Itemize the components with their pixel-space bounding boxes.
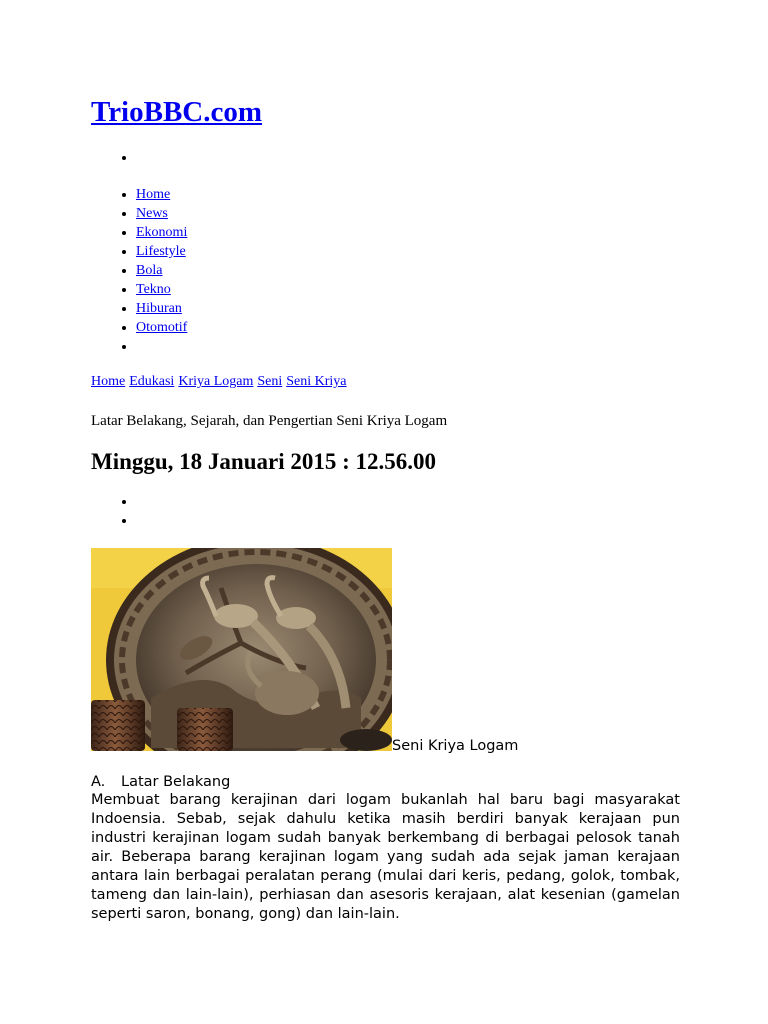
nav-link-bola[interactable]: Bola	[136, 263, 163, 278]
nav-item-tekno	[136, 280, 187, 299]
breadcrumb-seni[interactable]: Seni	[257, 374, 283, 389]
nav-item-bola	[136, 261, 187, 280]
breadcrumb-home[interactable]: Home	[91, 374, 126, 389]
article-headline: Latar Belakang, Sejarah, dan Pengertian Seni Kriya Logam	[91, 413, 448, 429]
breadcrumb	[91, 373, 351, 391]
nav-link-home[interactable]: Home	[136, 187, 171, 202]
section-body: Membuat barang kerajinan dari logam bukanlah hal baru bagi masyarakat Indoensia. Sebab, sejak dahulu ketika masih berdiri banyak kerajaan pun industri kerajinan logam sudah banyak berkembang di berbagai pelosok tanah air. Beberapa barang kerajinan logam yang sudah ada sejak jaman kerajaan antara lain berbagai peralatan perang (mulai dari keris, pedang, golok, tombak, tameng dan lain-lain), perhiasan dan asesoris kerajaan, alat kesenian (gamelan seperti saron, bonang, gong) dan lain-lain.	[91, 792, 680, 922]
article-image	[91, 548, 392, 751]
section-number: A.	[91, 774, 106, 790]
nav-link-ekonomi[interactable]: Ekonomi	[136, 225, 188, 240]
nav-item-news	[136, 204, 187, 223]
main-nav	[91, 185, 187, 356]
top-empty-list	[91, 148, 136, 167]
nav-item-otomotif	[136, 318, 187, 337]
image-caption: Seni Kriya Logam	[392, 738, 519, 754]
breadcrumb-edukasi[interactable]: Edukasi	[129, 374, 175, 389]
article-date: Minggu, 18 Januari 2015 : 12.56.00	[91, 449, 437, 474]
nav-item-home	[136, 185, 187, 204]
nav-item-empty	[136, 337, 187, 356]
site-title-link[interactable]: TrioBBC.com	[91, 96, 263, 128]
nav-link-hiburan[interactable]: Hiburan	[136, 301, 182, 316]
nav-item-ekonomi	[136, 223, 187, 242]
nav-item-hiburan	[136, 299, 187, 318]
nav-link-otomotif[interactable]: Otomotif	[136, 320, 188, 335]
nav-link-tekno[interactable]: Tekno	[136, 282, 171, 297]
nav-link-news[interactable]: News	[136, 206, 168, 221]
share-list	[91, 492, 136, 530]
breadcrumb-seni-kriya[interactable]: Seni Kriya	[286, 374, 347, 389]
section-heading	[91, 773, 230, 791]
nav-link-lifestyle[interactable]: Lifestyle	[136, 244, 186, 259]
site-title	[91, 94, 262, 130]
nav-item-lifestyle	[136, 242, 187, 261]
breadcrumb-kriya-logam[interactable]: Kriya Logam	[178, 374, 254, 389]
metal-plate-relief-image	[91, 548, 392, 751]
section-title: Latar Belakang	[121, 774, 231, 790]
